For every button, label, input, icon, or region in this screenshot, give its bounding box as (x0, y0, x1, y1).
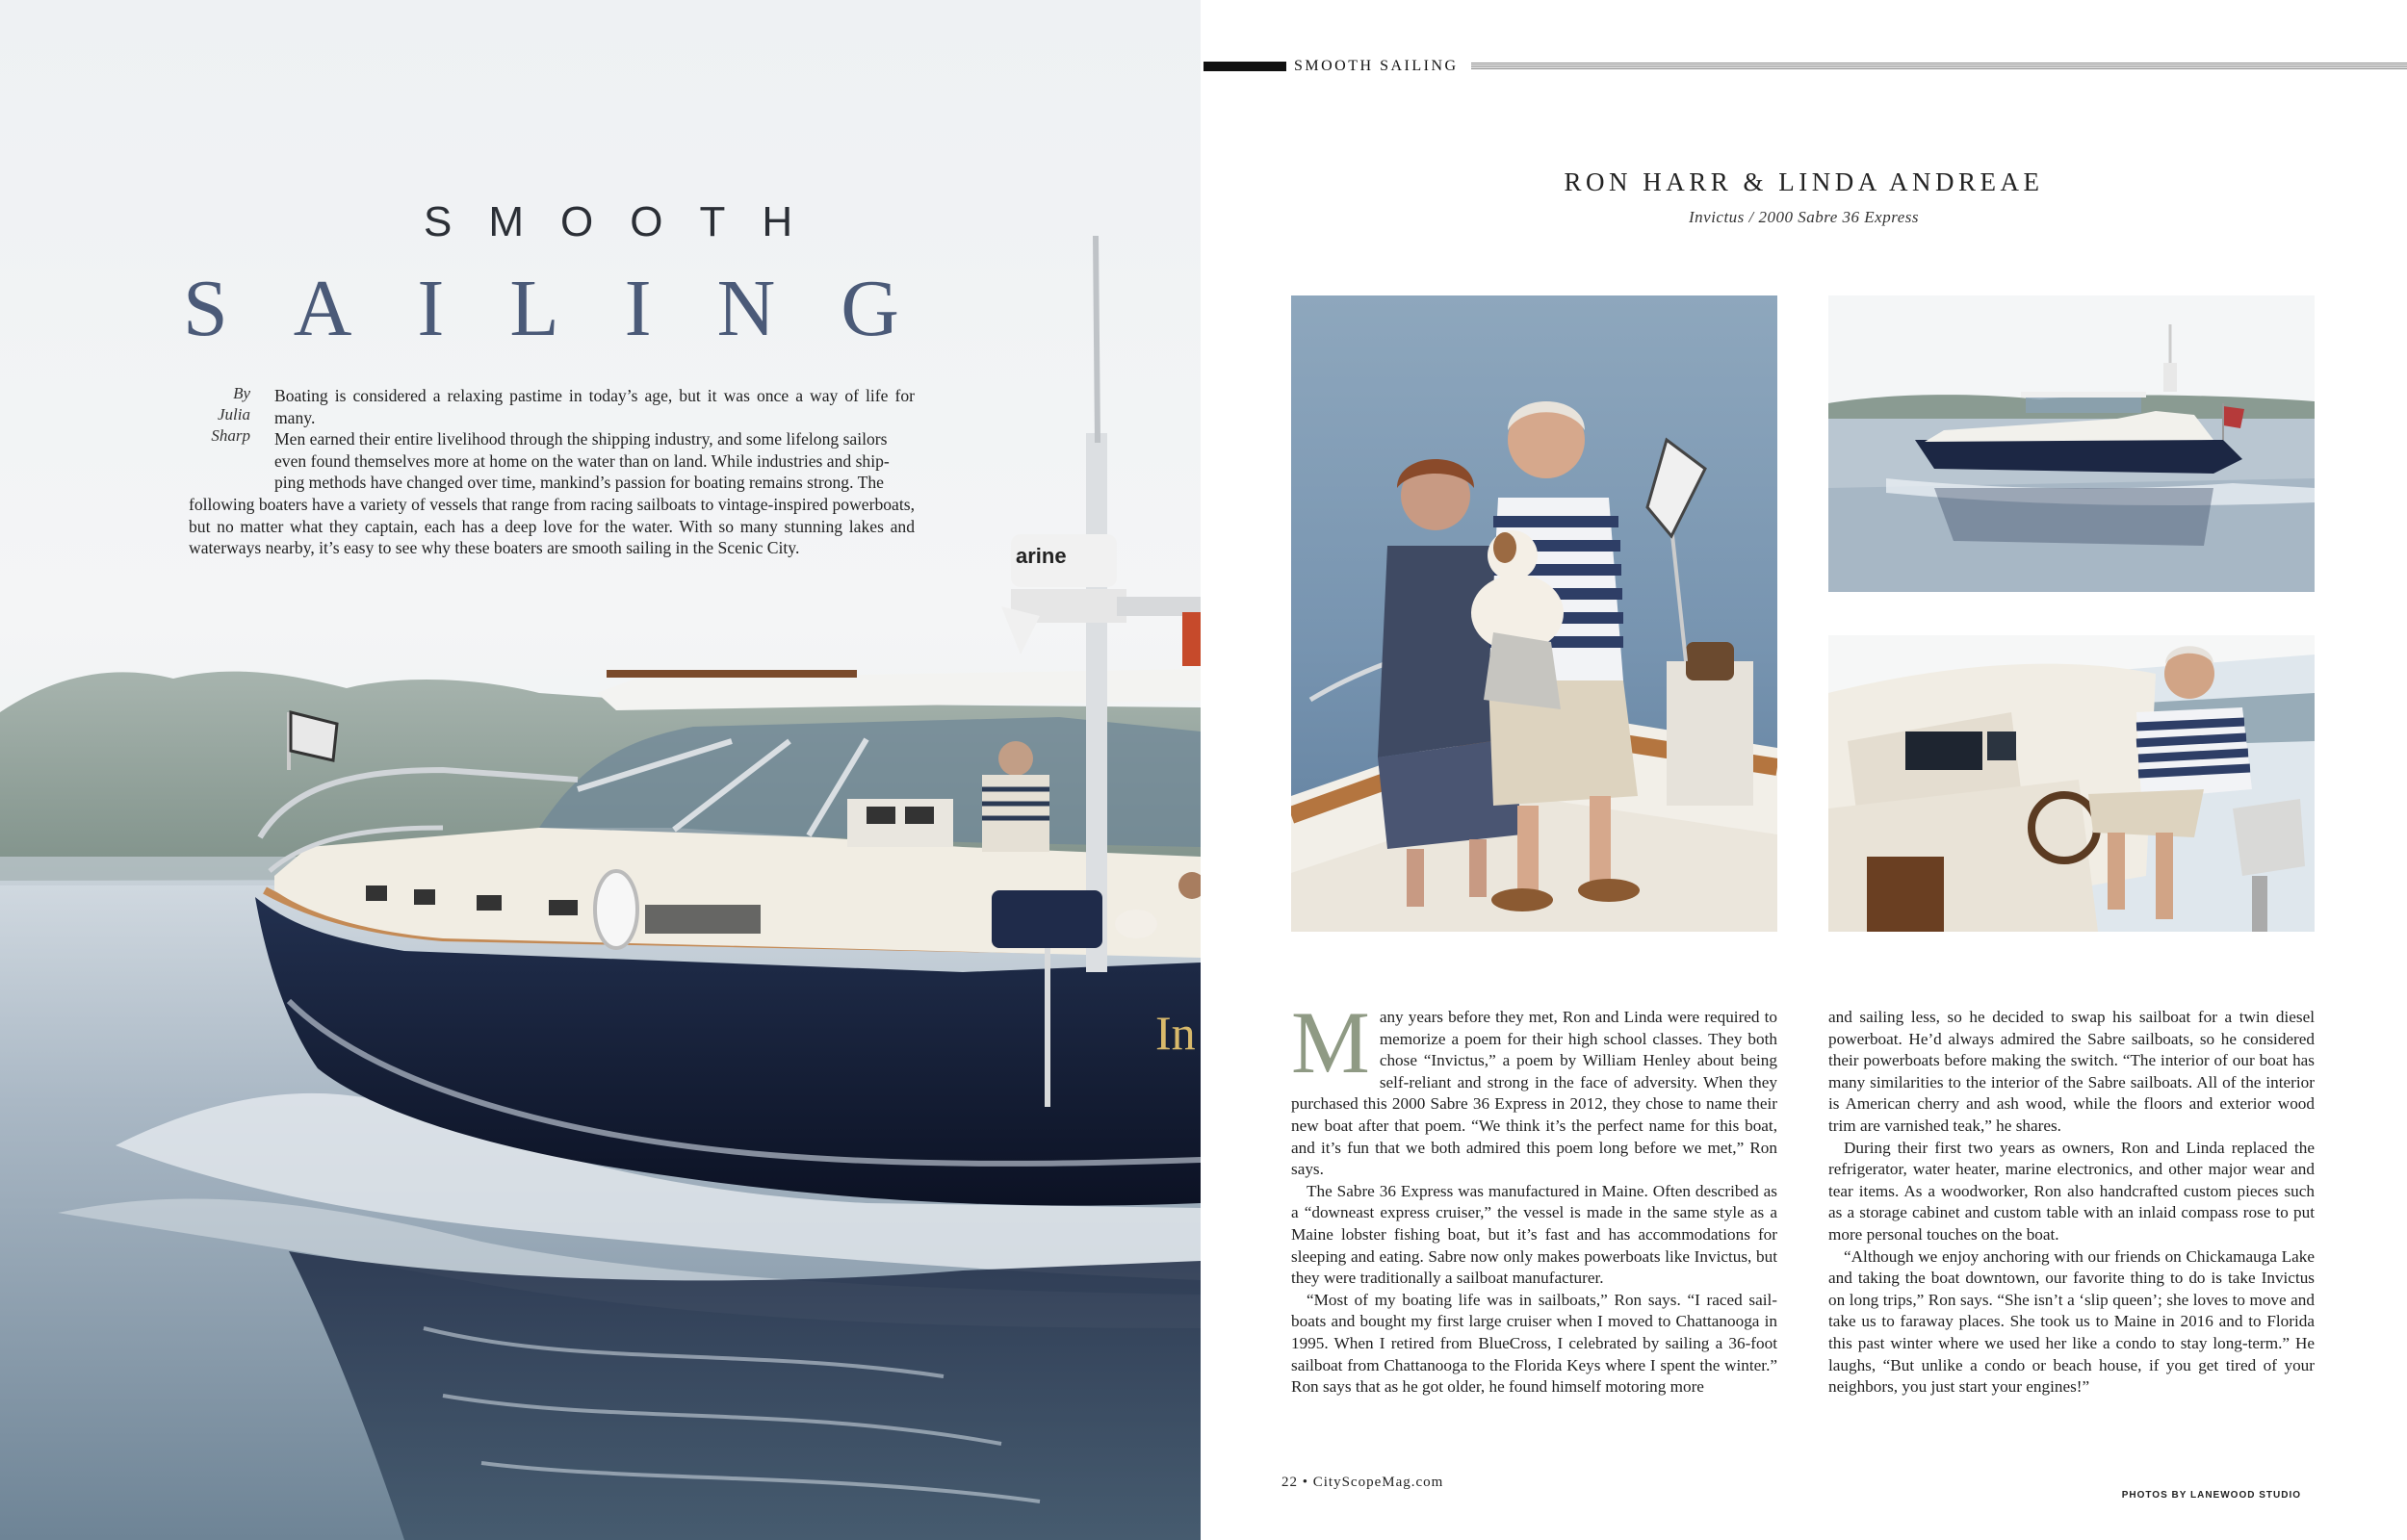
paragraph: any years before they met, Ron and Linda were required to memorize a poem for their high school classes. They both chose “Invictus,” a poem by William Henley about being self-reliant and strong in the face of adversity. When they purchased this 2000 Sabre 36 Express in 2012, they chose to name their new boat after that poem. “We think it’s the perfect name for this boat, and it’s fun that we both admired this poem long before we met,” Ron says. (1291, 1008, 1777, 1179)
profile-subtitle: Invictus / 2000 Sabre 36 Express (1688, 208, 1919, 226)
hull-name-text: In (1155, 1006, 1196, 1060)
intro-line: Boating is considered a relaxing pastime in today’s age, but it was once a way of life for many. (274, 386, 915, 427)
section-dotted-rule (1471, 63, 2407, 70)
helmsman (998, 741, 1033, 776)
intro-paragraph (189, 385, 915, 559)
article-column-1 (1291, 993, 1777, 1399)
paragraph: and sailing less, so he decided to swap his sailboat for a twin diesel powerboat. He’d always admired the Sabre sailboats, so he considered their powerboats before making the switch. “The interior of our boat has many similarities to the interior of the Sabre sailboats. All of the interior is American cherry and ash wood, while the floors and exterior wood trim are varnished teak,” he shares. (1828, 1008, 2315, 1135)
paragraph: “Although we enjoy anchoring with our friends on Chickamauga Lake and taking the boat downtown, our favorite thing to do is take Invictus on long trips,” Ron says. “She isn’t a ‘slip queen’; she loves to move and take us to faraway places. She took us to Maine in 2016 and to Florida this past winter where we used her like a condo to stay long-term.” He laughs, “But unlike a condo or beach house, if you get tired of your neighbors, you just start your engines!” (1828, 1246, 2315, 1397)
photo-credit: PHOTOS BY LANEWOOD STUDIO (2121, 1490, 2301, 1501)
byline-last-name: Sharp (211, 426, 250, 445)
intro-line: Men earned their entire livelihood through the shipping industry, and some lifelong sailors (274, 429, 888, 449)
boat-reflection (289, 1251, 1201, 1540)
intro-line: ping methods have changed over time, mankind’s passion for boating remains strong. The (274, 473, 884, 493)
paragraph: The Sabre 36 Express was manufactured in Maine. Often described as a “downeast express cruiser,” the vessel is made in the same style as a Maine lobster fishing boat, but it’s fast and has accommodations for sleeping and eating. Sabre now only makes powerboats like Invictus, but they were traditionally a sailboat manufacturer. (1291, 1181, 1777, 1288)
section-bar (1204, 62, 1286, 71)
photo-man-at-helm (1828, 635, 2315, 932)
paragraph: “Most of my boating life was in sailboats,” Ron says. “I raced sail-boats and bought my first large cruiser when I moved to Chattanooga in 1995. When I retired from BlueCross, I celebrated by sailing a 36-foot sailboat from Chattanooga to the Florida Keys where I spent the winter.” Ron says that as he got older, he found himself motoring more (1291, 1290, 1777, 1397)
section-label: SMOOTH SAILING (1294, 58, 1459, 74)
antenna (1096, 236, 1098, 443)
byline-by: By (233, 384, 250, 402)
photo-couple-with-dog (1291, 295, 1777, 932)
article-column-2 (1828, 1007, 2315, 1399)
drop-cap: M (1291, 993, 1370, 1091)
paragraph: During their first two years as owners, Ron and Linda replaced the refrigerator, water heater, marine electronics, and other major wear and tear items. As a woodworker, Ron also handcrafted custom pieces such as a storage cabinet and custom table with an inlaid compass rose to put more personal touches on the boat. (1828, 1138, 2315, 1244)
intro-rest: following boaters have a variety of vessels that range from racing sailboats to vintage-inspired powerboats, but no matter what they captain, each has a deep love for the water. With so many stunning lakes and waterways nearby, it’s easy to see why these boaters are smooth sailing in the Scenic City. (189, 494, 915, 558)
left-page (0, 0, 1201, 1540)
seat-cover (992, 890, 1102, 948)
profile-name: RON HARR & LINDA ANDREAE (1564, 167, 2044, 196)
photo-boat-underway (1828, 295, 2315, 592)
section-header (1204, 60, 2407, 73)
radome-brand-text: arine (1016, 544, 1067, 568)
intro-line: even found themselves more at home on the water than on land. While industries and ship- (274, 450, 890, 471)
byline-first-name: Julia (218, 405, 250, 424)
right-page (1201, 0, 2407, 1540)
page-folio: 22 • CityScopeMag.com (1281, 1475, 1444, 1490)
headline-line-1: SMOOTH (424, 198, 830, 245)
headline-line-2: SAILING (183, 264, 965, 353)
